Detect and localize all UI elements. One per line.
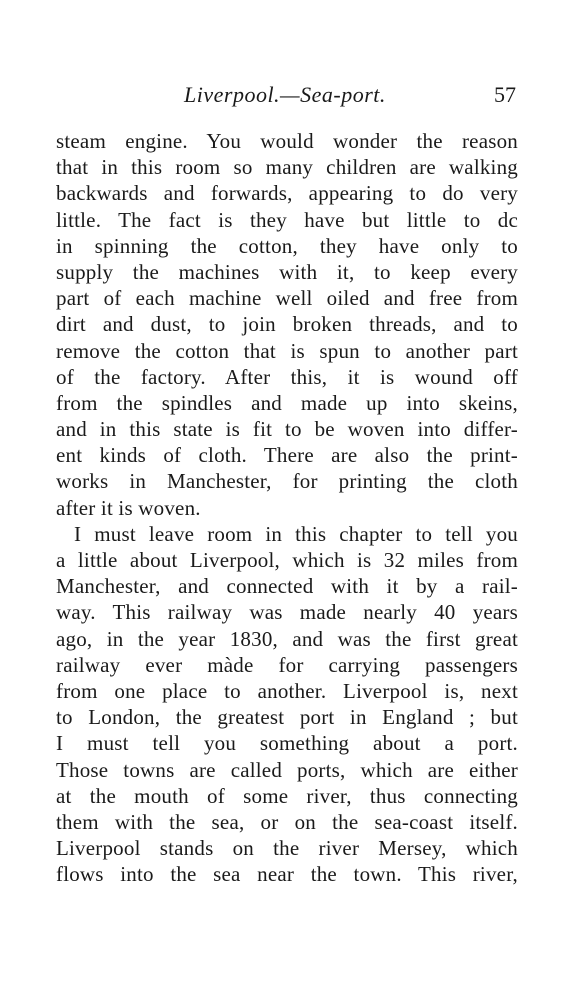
text-line: railway ever màde for carrying passengers xyxy=(56,652,518,677)
paragraph-end-line: after it is woven. xyxy=(56,495,201,520)
text-line: supply the machines with it, to keep every xyxy=(56,259,518,284)
body-text xyxy=(56,128,518,887)
running-title: Liverpool.—Sea-port. xyxy=(184,82,386,107)
text-line: steam engine. You would wonder the reason xyxy=(56,129,518,153)
text-line: from one place to another. Liverpool is, next xyxy=(56,678,518,703)
text-line: works in Manchester, for printing the cloth xyxy=(56,469,518,494)
text-line: part of each machine well oiled and free from xyxy=(56,286,518,311)
text-line: that in this room so many children are walking xyxy=(56,155,518,180)
text-line: at the mouth of some river, thus connecting xyxy=(56,783,518,808)
text-line: little. The fact is they have but little to dc xyxy=(56,207,518,232)
text-line: in spinning the cotton, they have only to xyxy=(56,233,518,258)
text-line: way. This railway was made nearly 40 years xyxy=(56,600,518,625)
text-line: Manchester, and connected with it by a rail- xyxy=(56,574,518,599)
text-line: backwards and forwards, appearing to do very xyxy=(56,181,518,206)
text-line: Those towns are called ports, which are either xyxy=(56,757,518,782)
text-line: to London, the greatest port in England ; but xyxy=(56,705,518,730)
text-line: ent kinds of cloth. There are also the print- xyxy=(56,443,518,468)
page-header xyxy=(56,80,518,116)
text-line: from the spindles and made up into skeins, xyxy=(56,390,518,415)
text-line: I must tell you something about a port. xyxy=(56,731,518,756)
text-line: and in this state is fit to be woven into differ- xyxy=(56,417,518,442)
text-line: of the factory. After this, it is wound off xyxy=(56,364,518,389)
text-line: ago, in the year 1830, and was the first great xyxy=(56,626,518,651)
page-number: 57 xyxy=(494,82,516,107)
text-line: Liverpool stands on the river Mersey, which xyxy=(56,836,518,861)
text-line: dirt and dust, to join broken threads, and to xyxy=(56,312,518,337)
text-line: remove the cotton that is spun to another part xyxy=(56,338,518,363)
text-line: flows into the sea near the town. This river, xyxy=(56,862,518,887)
text-line: them with the sea, or on the sea-coast itself. xyxy=(56,809,518,834)
text-line: a little about Liverpool, which is 32 miles from xyxy=(56,548,518,572)
paragraph-first-line: I must leave room in this chapter to tell you xyxy=(74,521,518,546)
